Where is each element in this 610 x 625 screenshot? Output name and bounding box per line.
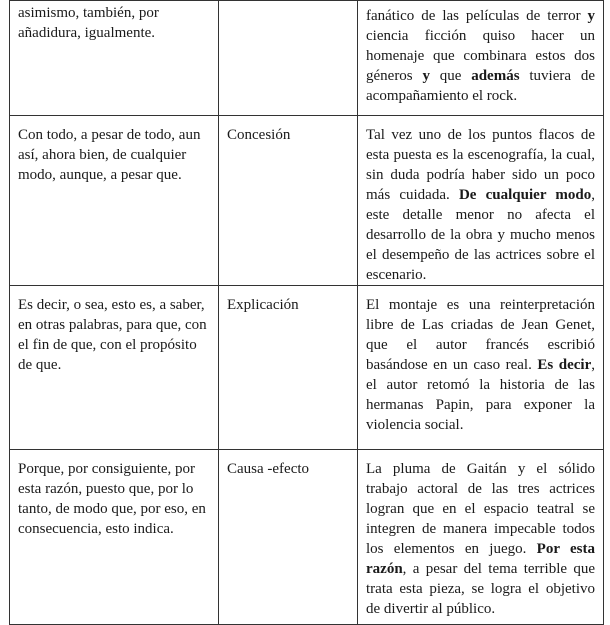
highlighted-connector: Por esta razón <box>366 541 595 577</box>
highlighted-connector: y <box>422 68 430 84</box>
connectors-cell: Es decir, o sea, esto es, a saber, en otras palabras, para que, con el fin de que, con el propósito de que. <box>10 286 219 450</box>
connector-type-cell: Concesión <box>219 116 358 286</box>
connectors-table <box>9 0 604 625</box>
example-cell: La pluma de Gaitán y el sólido trabajo actoral de las tres actrices logran que en el espacio teatral se integren de manera impecable todos los elementos en juego. Por esta razón, a pesar del tema terrible que trata esta pieza, se logra el objetivo de divertir al público. <box>358 450 604 625</box>
example-cell: fanático de las películas de terror y ciencia ficción quiso hacer un homenaje que combinara estos dos géneros y que además tuviera de acompañamiento el rock. <box>358 1 604 116</box>
highlighted-connector: y <box>587 8 595 24</box>
connectors-cell: asimismo, también, por añadidura, igualmente. <box>10 1 219 116</box>
table-row <box>10 1 604 116</box>
highlighted-connector: De cualquier modo <box>458 187 592 203</box>
connector-type-cell <box>219 1 358 116</box>
table-row <box>10 286 604 450</box>
highlighted-connector: además <box>471 68 520 84</box>
connectors-cell: Con todo, a pesar de todo, aun así, ahora bien, de cualquier modo, aunque, a pesar que. <box>10 116 219 286</box>
table-row <box>10 116 604 286</box>
table-row <box>10 450 604 625</box>
example-cell: El montaje es una reinterpretación libre de Las criadas de Jean Genet, que el autor francés escribió basándose en un caso real. Es decir, el autor retomó la historia de las hermanas Papin, para exponer la violencia social. <box>358 286 604 450</box>
connector-type-cell: Explicación <box>219 286 358 450</box>
connector-type-cell: Causa -efecto <box>219 450 358 625</box>
highlighted-connector: Es decir <box>537 357 592 373</box>
example-cell: Tal vez uno de los puntos flacos de esta puesta es la escenografía, la cual, sin duda podría haber sido un poco más cuidada. De cualquier modo, este detalle menor no afecta el desarrollo de la obra y mucho menos el desempeño de las actrices sobre el escenario. <box>358 116 604 286</box>
connectors-cell: Porque, por consiguiente, por esta razón, puesto que, por lo tanto, de modo que, por eso, en consecuencia, esto indica. <box>10 450 219 625</box>
